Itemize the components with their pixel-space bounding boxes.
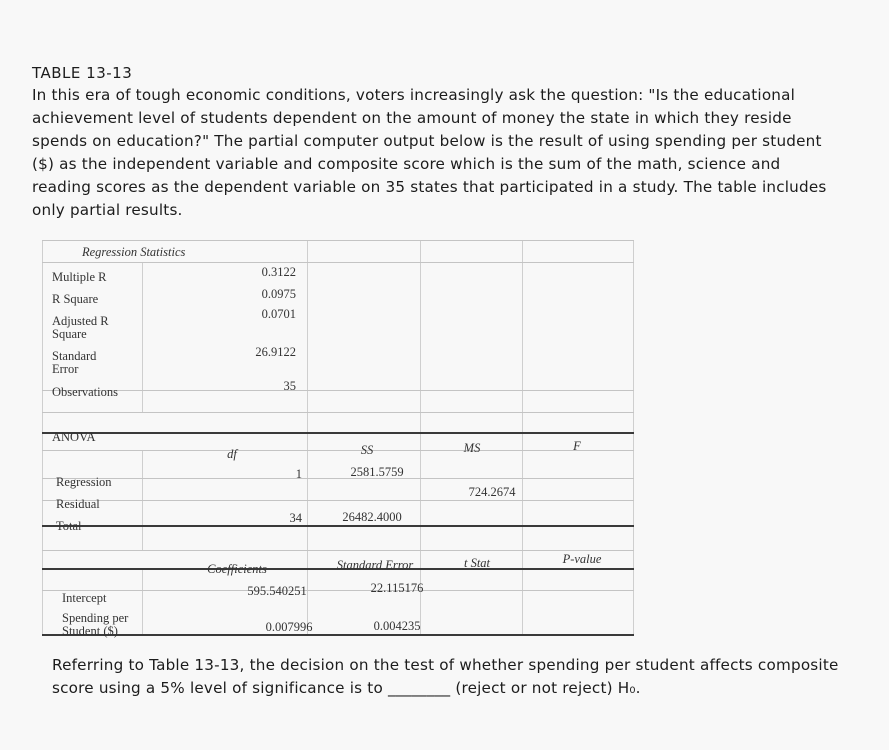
intro-text: In this era of tough economic conditions, voters increasingly ask the question: "Is the educational achievement level of students dependent on the amount of money the state in which they reside spends on education?" The partial computer output below is the result of using spending per student ($) as the independent variable and composite score which is the sum of the math, science and reading scores as the dependent variable on 35 states that participated in a study. The table includes only partial results. xyxy=(32,86,827,219)
stat-label: Standard Error xyxy=(52,349,97,376)
stat-value: 0.3122 xyxy=(261,265,296,279)
anova-row-label: Regression xyxy=(56,475,112,489)
stat-label: Multiple R xyxy=(52,270,107,284)
coef-header-se: Standard Error xyxy=(336,558,414,572)
regression-statistics-header: Regression Statistics xyxy=(82,245,186,259)
coef-row-label: Spending per Student ($) xyxy=(62,611,129,638)
coef-header-pvalue: P-value xyxy=(562,552,602,566)
stat-label: Adjusted R Square xyxy=(52,314,109,341)
coef-value: 0.007996 xyxy=(265,620,313,634)
intro-paragraph xyxy=(32,84,832,222)
anova-ms: 724.2674 xyxy=(468,485,516,499)
anova-ss: 2581.5759 xyxy=(350,465,404,479)
stat-label: Observations xyxy=(52,385,118,399)
coef-value: 595.540251 xyxy=(247,584,307,598)
anova-header-ms: MS xyxy=(463,441,481,455)
table-heading: TABLE 13-13 xyxy=(32,64,133,82)
coef-header-coefficients: Coefficients xyxy=(207,562,267,576)
coef-row-label: Intercept xyxy=(62,591,107,605)
anova-title: ANOVA xyxy=(52,430,96,444)
stat-value: 35 xyxy=(283,379,296,393)
anova-df: 34 xyxy=(289,511,302,525)
coef-se: 0.004235 xyxy=(373,619,421,633)
question-text: Referring to Table 13-13, the decision on the test of whether spending per student affects composite score using a 5% level of significance is to ________ (reject or not reject) H₀. xyxy=(52,656,839,697)
anova-row-label: Total xyxy=(56,519,82,533)
anova-header-ss: SS xyxy=(360,443,374,457)
anova-header-f: F xyxy=(573,439,581,453)
regression-output-table xyxy=(42,240,634,636)
stat-value: 0.0975 xyxy=(261,287,296,301)
coef-se: 22.115176 xyxy=(370,581,424,595)
anova-row-label: Residual xyxy=(56,497,100,511)
anova-ss: 26482.4000 xyxy=(342,510,402,524)
stat-value: 0.0701 xyxy=(261,307,296,321)
stat-label: R Square xyxy=(52,292,99,306)
coef-header-tstat: t Stat xyxy=(463,556,491,570)
anova-header-df: df xyxy=(227,447,237,461)
anova-df: 1 xyxy=(295,467,302,481)
stat-value: 26.9122 xyxy=(255,345,296,359)
